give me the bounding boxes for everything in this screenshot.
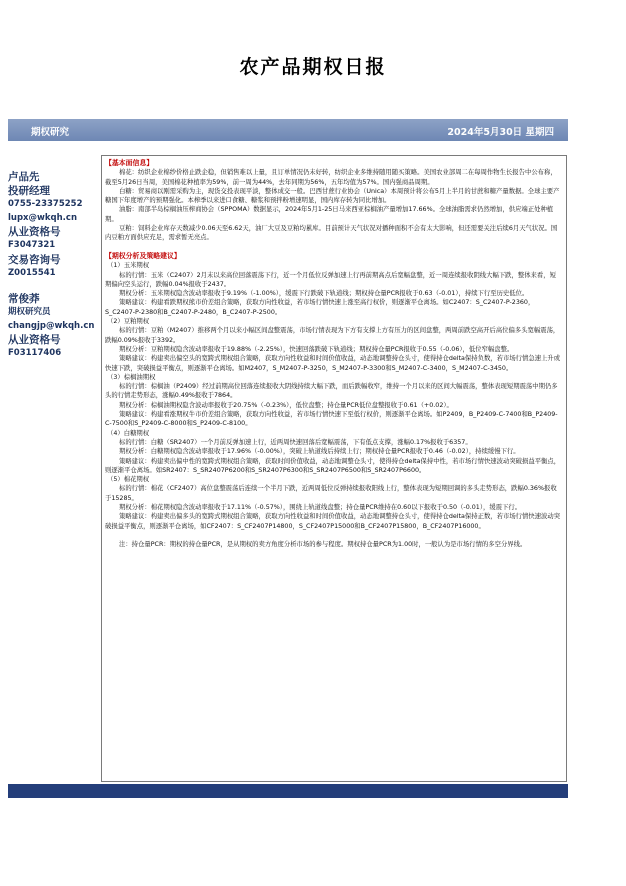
trade-consult-number: Z0015541	[8, 267, 56, 278]
page-title: 农产品期权日报	[239, 56, 387, 78]
analyst-name: 常俊莽	[8, 293, 40, 305]
paragraph	[105, 243, 562, 252]
subsection-heading: （1）玉米期权	[107, 262, 150, 270]
paragraph: 标的行情：玉米（C2407）2月末以来高位回落震荡下行，近一个月低位反弹加速上行再前期高点后宽幅盘整，近一周连续报收阴线大幅下跌，整体来看，短期偏向空头运行，跌幅0.04%报收于2437。	[105, 271, 556, 288]
analyst-email[interactable]: changjp@wkqh.cn	[8, 320, 95, 331]
subsection-heading: （5）棉花期权	[107, 476, 150, 484]
subsection-heading: （2）豆粕期权	[107, 318, 150, 326]
paragraph: 标的行情：棉花（CF2407）高位盘整震荡后连续一个半月下跌，近两周低位反弹持续报收阳线上行，整体表现为短期回调的多头走势形态，跌幅0.36%报收于15285。	[105, 485, 557, 502]
qualification-number: F03117406	[8, 348, 62, 358]
report-body	[101, 155, 567, 782]
analyst-name: 卢品先	[8, 171, 40, 183]
analyst-sidebar	[8, 170, 100, 361]
analyst-role: 期权研究员	[8, 307, 51, 317]
paragraph: 策略建议：构建卖出偏多头的宽跨式期权组合策略，获取方向性收益和时间价值收益，动态地调整持仓头寸，使得持仓delta保持正数，若市场行情快速波动突破损益平衡点，则逐渐平仓离场，如CF2407：S_CF2407P14800，S_CF2407P15000和B_CF2407P15800，B_CF2407P16000。	[105, 513, 561, 530]
paragraph: 豆粕：饲料企业库存天数减少0.06天至6.62天，油厂大豆及豆粕均累库。目前预计天气状况对播种面积不会有太大影响，但还需要关注后续6月天气状况。国内豆粕方面供应充足，需求暂无亮点。	[105, 225, 558, 242]
qualification-label: 从业资格号	[8, 334, 61, 346]
analyst-role: 投研经理	[8, 185, 50, 197]
paragraph: 标的行情：豆粕（M2407）推移两个月以来小幅区间盘整震荡，市场行情表现为下方有支撑上方有压力的区间盘整，两周前跌空高开后高位偏多头宽幅震荡，跌幅0.09%报收于3392。	[105, 327, 560, 344]
paragraph: 期权分析：棉花期权隐含波动率报收于17.11%（-0.57%），围绕上轨道线盘整；持仓量PCR维持在0.60以下报收于0.50（-0.01），缓震下行。	[118, 503, 522, 511]
paragraph: 棉花：纺织企业棉纱价格止跌企稳，但销售难以上量，且订单情况仍未好转，纺织企业多维持随用随买策略。美国农业部周二在每周作物生长报告中公布称，截至5月26日当周，美国棉花种植率为59%，前一周为44%，去年同期为56%，五年均值为57%。国内强商品周期。	[105, 169, 557, 186]
qualification-label: 从业资格号	[8, 226, 61, 238]
paragraph: 期权分析：棕榈油期权隐含波动率报收于20.75%（-0.23%），低位盘整；持仓量PCR低位盘整报收于0.61（+0.02）。	[118, 401, 453, 409]
paragraph	[105, 531, 562, 540]
qualification-number: F3047321	[8, 240, 56, 250]
paragraph: 标的行情：棕榈油（P2409）经过前期高位回落连续报收大阴线持续大幅下跌，而后跌幅收窄，维持一个月以来的区间大幅震荡，整体表现短期震荡中期仍多头的行情走势形态，涨幅0.49%报收于7864。	[105, 383, 558, 400]
paragraph: 期权分析：玉米期权隐含波动率报收于9.19%（-1.00%），缓震下行跌破下轨道线；期权持仓量PCR报收于0.63（-0.01），持续下行至历史低位。	[118, 290, 529, 298]
paragraph: 期权分析：豆粕期权隐含波动率报收于19.88%（-2.25%），快速回落跌破下轨道线；期权持仓量PCR报收于0.55（-0.06），低位窄幅盘整。	[118, 345, 514, 353]
paragraph: 策略建议：构建卖出偏中性的宽跨式期权组合策略，获取时间价值收益，动态地调整仓头寸，使得持仓delta保持中性，若市场行情快速波动突破损益平衡点，则逐渐平仓离场。如SR2407：S_SR2407P6200和S_SR2407P6300和S_SR2407P6500和S_SR2407P6600。	[105, 457, 561, 474]
section-heading: 【基本面信息】	[105, 159, 154, 167]
analyst-phone: 0755-23375252	[8, 199, 83, 209]
subsection-heading: （4）白糖期权	[107, 429, 150, 437]
paragraph: 期权分析：白糖期权隐含波动率报收于17.96%（-0.00%），突破上轨道线后持续上行；期权持仓量PCR报收于0.46（-0.02），持续缓慢下行。	[118, 448, 520, 456]
paragraph: 白糖：贸易商以刚需采购为主，现货交投表现平淡，整体成交一般。巴西甘蔗行业协会（Unica）本周预计将公布5月上半月的甘蔗和糖产量数据。全球主要产糖国下年度增产的预期强化。本榨季以来进口食糖、糖浆和预拌粉增速明显，国内库存转为同比增加。	[105, 187, 560, 205]
report-date: 2024年5月30日 星期四	[447, 127, 554, 138]
paragraph: 油脂：南部半岛棕榈油压榨商协会（SPPOMA）数据显示，2024年5月1-25日马来西亚棕榈油产量增加17.66%。全球油脂需求仍然增加，供应端正处种植期。	[105, 206, 554, 223]
paragraph: 策略建议：构建卖出偏空头的宽跨式期权组合策略，获取方向性收益和时间价值收益，动态地调整持仓头寸，使得持仓delta保持负数，若市场行情急速上升或快速下跌，突破损益平衡点，则逐渐平仓离场。如M2407，S_M2407-P-3250，S_M2407-P-3300和S_M2407-C-3400，S_M2407-C-3450。	[105, 355, 561, 372]
subsection-heading: （3）棕榈油期权	[107, 373, 156, 381]
paragraph: 策略建议：构建看跌期权熊市价差组合策略，获取方向性收益，若市场行情快速上涨至高行权价，则逐渐平仓离场。如C2407：S_C2407-P-2360，S_C2407-P-2380和B_C2407-P-2480，B_C2407-P-2500。	[105, 299, 535, 316]
section-heading: 【期权分析及策略建议】	[105, 251, 181, 260]
footer-bar	[8, 784, 568, 798]
paragraph: 策略建议：构建看涨期权牛市价差组合策略，获取方向性收益，若市场行情快速下至低行权价，则逐渐平仓离场。如P2409，B_P2409-C-7400和B_P2409-C-7500和S_P2409-C-8000和S_P2409-C-8100。	[105, 411, 558, 428]
analyst-email[interactable]: lupx@wkqh.cn	[8, 212, 77, 223]
paragraph: 标的行情：白糖（SR2407）一个月前反弹加速上行，近两周快速回落后宽幅震荡，下有低点支撑，涨幅0.17%报收于6357。	[118, 438, 472, 446]
section-label: 期权研究	[31, 127, 70, 138]
header-bar	[8, 119, 568, 141]
paragraph: 注：持仓量PCR：期权的持仓量PCR，是从期权的卖方角度分析市场的参与程度。期权持仓量PCR为1.00时，一般认为是市场行情的多空分界线。	[118, 541, 527, 549]
trade-consult-label: 交易咨询号	[8, 253, 61, 266]
